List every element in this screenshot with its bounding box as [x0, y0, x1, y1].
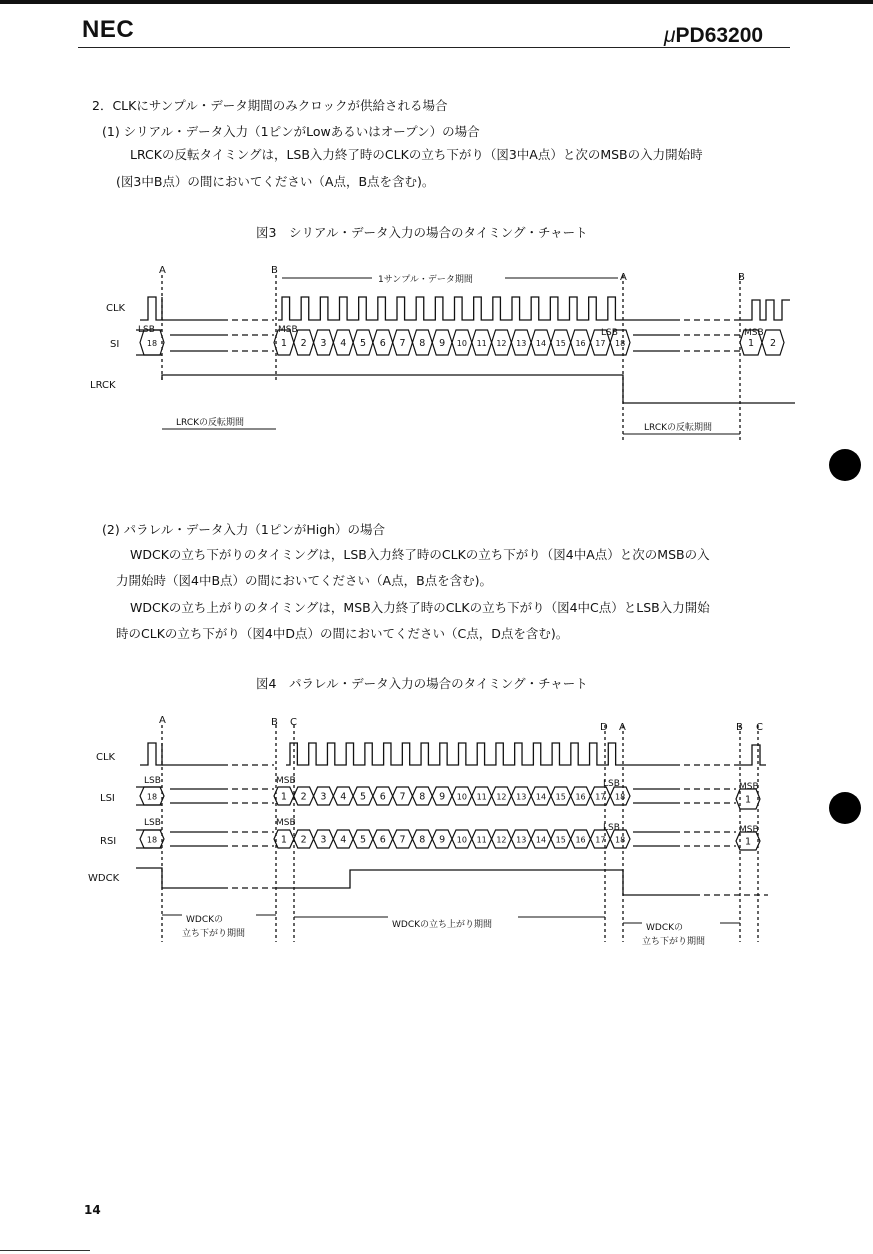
fig3-si-bit: 5	[359, 338, 367, 349]
fig3-si-bit: 9	[439, 338, 446, 349]
section-heading: 2．CLKにサンプル・データ期間のみクロックが供給される場合	[92, 98, 448, 113]
fig4-label-c1: C	[290, 717, 297, 728]
fig4-rsi-bit: 8	[419, 834, 426, 846]
fig3-si-bit: 17	[595, 339, 606, 348]
fig3-si-low	[170, 335, 228, 351]
part-number-text: PD63200	[675, 24, 764, 47]
fig3-si-gap	[232, 335, 274, 351]
fig4-title: 図4 パラレル・データ入力の場合のタイミング・チャート	[256, 676, 588, 691]
fig4-sig-rsi: RSI	[100, 836, 117, 847]
fig3-si-bit: 10	[456, 339, 467, 348]
fig4-msb-rsi: MSB	[276, 818, 296, 828]
fig4-wdck-mid	[276, 870, 700, 895]
fig3-sig-si: SI	[110, 339, 120, 350]
fig4-lsi-bit: 4	[340, 791, 347, 803]
fig3-lsb-right: LSB	[601, 328, 618, 338]
sub2-p2-line2: 時のCLKの立ち下がり（図4中D点）の間においてください（C点，D点を含む)。	[116, 626, 569, 641]
fig4-lsi-bit: 18	[615, 792, 626, 802]
sub2-p1-line1: WDCKの立ち下がりのタイミングは，LSB入力終了時のCLKの立ち下がり（図4中A点）と次のMSBの入	[130, 547, 710, 562]
fig4-lsi-bit: 12	[496, 792, 507, 802]
fig4-wdck-left	[136, 868, 228, 888]
header-top-rule	[0, 0, 873, 4]
fig4-data-tail-low	[633, 789, 680, 846]
fig4-lsi-bit: 6	[379, 791, 386, 803]
fig4-label-a1: A	[159, 715, 166, 726]
fig3-si-tail-bit: 2	[769, 338, 777, 349]
fig3-lrck-period-left: LRCKの反転期間	[176, 418, 245, 428]
fig3-si-bit: 16	[575, 339, 586, 348]
fig3-si-bit: 12	[496, 339, 507, 348]
fig4-lsi-bit: 9	[439, 791, 446, 803]
binding-hole-top	[829, 449, 861, 481]
fig4-lsi-bit: 11	[476, 792, 487, 802]
fig4-label-b2: B	[736, 722, 743, 733]
fig3-si-bit: 1	[280, 338, 287, 349]
sub2-p2-line1: WDCKの立ち上がりのタイミングは，MSB入力終了時のCLKの立ち下がり（図4中C点）とLSB入力開始	[130, 600, 710, 615]
fig4-lsi-bit: 3	[320, 791, 327, 803]
fig4-rsi-tail-bit: 1	[744, 836, 752, 848]
fig3-lrck-wave	[162, 375, 795, 403]
sub1-para-line1: LRCKの反転タイミングは，LSB入力終了時のCLKの立ち下がり（図3中A点）と次のMSBの入力開始時	[130, 147, 703, 162]
fig3-si-bit: 2	[300, 338, 307, 349]
fig3-label-b1: B	[271, 265, 278, 276]
fig3-msb-right: MSB	[744, 328, 764, 338]
fig4-lsi-bit: 1	[280, 791, 287, 803]
fig4-lsi-bit: 16	[575, 792, 586, 802]
fig4-clk-burst	[286, 743, 623, 765]
fig4-msb-rsi-right: MSB	[739, 825, 759, 835]
fig4-clk-left	[140, 743, 162, 765]
fig3-clk-left	[140, 297, 162, 320]
fig4-msb-lsi-right: MSB	[739, 782, 759, 792]
fig4-rsi-bit: 2	[300, 834, 307, 846]
fig4-label-a2: A	[619, 722, 626, 733]
fig3-label-a2: A	[620, 272, 627, 283]
fig4-lsi-bit: 14	[535, 792, 547, 802]
fig4-lsb-rsi-right: LSB	[603, 823, 620, 833]
fig4-rsi-bits	[140, 830, 760, 850]
fig4-fall2-line2: 立ち下がり期間	[642, 937, 706, 947]
fig4-lsi-bit: 7	[399, 791, 406, 803]
fig3-label-b2: B	[738, 272, 745, 283]
fig4-rsi-bit: 13	[516, 835, 527, 845]
fig3-label-a1: A	[159, 265, 166, 276]
fig4-fall1-line2: 立ち下がり期間	[182, 929, 246, 939]
fig3-msb-left: MSB	[278, 325, 298, 335]
fig4-label-d: D	[600, 722, 608, 733]
fig4-rsi-bit: 10	[456, 835, 467, 845]
fig3-lrck-period-right: LRCKの反転期間	[644, 423, 713, 433]
binding-hole-bottom	[829, 792, 861, 824]
fig3-si-bit: 11	[476, 339, 487, 348]
fig4-rsi-bit: 5	[359, 834, 367, 846]
fig3-si-tail-low	[633, 335, 680, 351]
fig3-si-bit: 6	[379, 338, 386, 349]
fig4-lsi-bit: 17	[595, 792, 606, 802]
fig4-data-low	[170, 789, 228, 846]
mu-symbol: μ	[664, 24, 676, 47]
fig4-lsi-tail-bit: 1	[744, 794, 752, 806]
fig3-lsb-left: LSB	[138, 325, 155, 335]
fig4-lsb-lsi: LSB	[144, 776, 161, 786]
fig4-data-tail-gap	[684, 789, 736, 846]
fig4-rise-label: WDCKの立ち上がり期間	[392, 920, 493, 930]
fig4-sig-wdck: WDCK	[88, 873, 120, 884]
fig4-lsi-bit: 13	[516, 792, 527, 802]
fig4-lsi-bits	[140, 787, 760, 809]
fig3-clk-burst	[278, 297, 623, 320]
fig3-sig-lrck: LRCK	[90, 380, 116, 391]
fig4-lsi-bit: 10	[456, 792, 467, 802]
sub2-p1-line2: 力開始時（図4中B点）の間においてください（A点，B点を含む)。	[116, 573, 493, 588]
sub2-heading: (2) パラレル・データ入力（1ピンがHigh）の場合	[102, 522, 386, 537]
fig4-lsi-bit: 5	[359, 791, 367, 803]
fig4-timing-chart	[0, 710, 873, 950]
fig4-label-b1: B	[271, 717, 278, 728]
nec-logo: NEC	[82, 16, 135, 43]
fig3-span-label: 1サンプル・データ期間	[378, 275, 473, 285]
fig4-clk-tail	[740, 745, 766, 765]
sub1-heading: (1) シリアル・データ入力（1ピンがLowあるいはオープン）の場合	[102, 124, 480, 139]
fig4-lsi-bit: 8	[419, 791, 426, 803]
fig4-lsb-lsi-right: LSB	[603, 779, 620, 789]
fig3-si-bit: 8	[419, 338, 426, 349]
fig4-lsi-bit: 2	[300, 791, 307, 803]
fig4-rsi-bit: 1	[280, 834, 287, 846]
fig4-rsi-bit: 18	[615, 835, 626, 845]
footer-rule	[0, 1250, 90, 1251]
part-number	[664, 24, 763, 48]
fig4-rsi-bit: 15	[555, 835, 566, 845]
fig4-fall1-line1: WDCKの	[186, 915, 224, 925]
fig4-sig-clk: CLK	[96, 752, 116, 763]
fig3-si-tail-bit: 1	[747, 338, 755, 349]
fig4-lsi-bit: 15	[555, 792, 566, 802]
fig4-rsi-bit: 7	[399, 834, 406, 846]
fig4-fall2-line1: WDCKの	[646, 923, 684, 933]
fig3-si-bit-first: 18	[146, 339, 158, 348]
fig3-timing-chart	[0, 255, 873, 460]
fig3-si-bit: 15	[555, 339, 566, 348]
fig3-si-bit: 3	[320, 338, 327, 349]
page-number: 14	[84, 1203, 101, 1217]
fig3-clk-tail	[740, 300, 790, 320]
fig3-title: 図3 シリアル・データ入力の場合のタイミング・チャート	[256, 225, 588, 240]
fig4-lsi-bit-first: 18	[146, 792, 158, 802]
fig3-si-tail-gap	[684, 335, 740, 351]
fig4-rsi-bit-first: 18	[146, 835, 158, 845]
fig4-rsi-bit: 3	[320, 834, 327, 846]
fig3-si-bit: 4	[340, 338, 347, 349]
fig4-data-gap	[232, 789, 274, 846]
fig4-msb-lsi: MSB	[276, 776, 296, 786]
fig4-rsi-bit: 6	[379, 834, 386, 846]
fig4-label-c2: C	[756, 722, 763, 733]
fig4-rsi-bit: 16	[575, 835, 586, 845]
fig4-rsi-bit: 9	[439, 834, 446, 846]
fig4-rsi-bit: 11	[476, 835, 487, 845]
header-rule	[78, 47, 790, 48]
fig4-rsi-bit: 17	[595, 835, 606, 845]
fig3-sig-clk: CLK	[106, 303, 126, 314]
fig3-si-bit: 7	[399, 338, 406, 349]
fig4-rsi-bit: 12	[496, 835, 507, 845]
fig3-si-bit: 13	[516, 339, 527, 348]
sub1-para-line2: (図3中B点）の間においてください（A点，B点を含む)。	[116, 174, 435, 189]
fig4-sig-lsi: LSI	[100, 793, 115, 804]
fig4-rsi-bit: 14	[535, 835, 547, 845]
fig4-rsi-bit: 4	[340, 834, 347, 846]
fig3-si-bit: 14	[535, 339, 547, 348]
fig3-si-bit: 18	[615, 339, 626, 348]
fig4-lsb-rsi: LSB	[144, 818, 161, 828]
